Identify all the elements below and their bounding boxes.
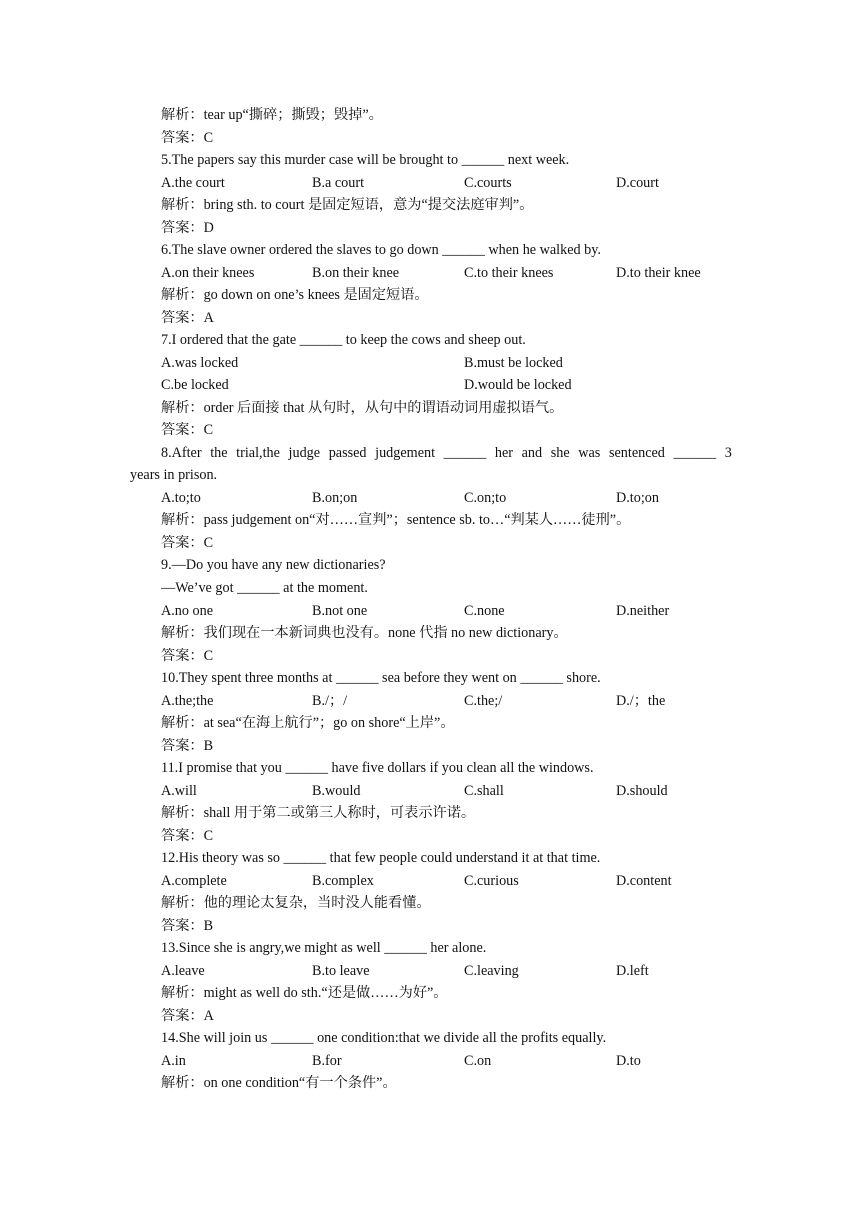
option-d: D.to;on <box>616 490 659 506</box>
option-d: D.to <box>616 1053 641 1069</box>
question-word: ______ <box>443 445 487 461</box>
question-word: passed <box>328 445 367 461</box>
option-b: B.to leave <box>312 963 370 979</box>
answer: 答案：C <box>161 130 214 146</box>
question-word: and <box>521 445 543 461</box>
option-d: D.would be locked <box>464 377 572 393</box>
question-13: 13.Since she is angry,we might as well ______ her alone. <box>161 940 487 956</box>
question-9: 9.—Do you have any new dictionaries? <box>161 557 386 573</box>
question-word: the <box>210 445 228 461</box>
option-a: A.the;the <box>161 693 214 709</box>
question-word: ______ <box>673 445 717 461</box>
option-c: C.the;/ <box>464 693 503 709</box>
answer: 答案：D <box>161 220 214 236</box>
question-word: judge <box>288 445 321 461</box>
option-c: C.none <box>464 603 505 619</box>
explanation: 解析：tear up“撕碎；撕毁；毁掉”。 <box>161 107 383 123</box>
question-word: trial,the <box>236 445 280 461</box>
option-d: D.left <box>616 963 649 979</box>
option-b: B.on their knee <box>312 265 400 281</box>
explanation: 解析：pass judgement on“对……宣判”；sentence sb. to…“判某人……徒刑”。 <box>161 512 631 528</box>
option-b: B.a court <box>312 175 365 191</box>
answer: 答案：C <box>161 422 214 438</box>
answer: 答案：B <box>161 738 214 754</box>
option-b: B.not one <box>312 603 368 619</box>
explanation: 解析：go down on one’s knees 是固定短语。 <box>161 287 429 303</box>
question-word: she <box>550 445 570 461</box>
option-b: B.complex <box>312 873 374 889</box>
option-d: D.to their knee <box>616 265 701 281</box>
option-d: D.content <box>616 873 672 889</box>
question-9-line-2: —We’ve got ______ at the moment. <box>161 580 368 596</box>
question-7: 7.I ordered that the gate ______ to keep the cows and sheep out. <box>161 332 526 348</box>
explanation: 解析：我们现在一本新词典也没有。none 代指 no new dictionary。 <box>161 625 568 641</box>
explanation: 解析：on one condition“有一个条件”。 <box>161 1075 397 1091</box>
question-word: was <box>578 445 601 461</box>
option-a: A.complete <box>161 873 227 889</box>
question-8 <box>161 444 732 462</box>
question-word: 8.After <box>161 445 202 461</box>
option-d: D./；the <box>616 693 666 709</box>
option-b: B.would <box>312 783 361 799</box>
question-word: sentenced <box>608 445 665 461</box>
option-b: B.on;on <box>312 490 358 506</box>
option-c: C.be locked <box>161 377 229 393</box>
option-c: C.on;to <box>464 490 507 506</box>
question-14: 14.She will join us ______ one condition:that we divide all the profits equally. <box>161 1030 607 1046</box>
explanation: 解析：at sea“在海上航行”；go on shore“上岸”。 <box>161 715 455 731</box>
explanation: 解析：shall 用于第二或第三人称时，可表示许诺。 <box>161 805 476 821</box>
option-a: A.to;to <box>161 490 201 506</box>
option-b: B.for <box>312 1053 342 1069</box>
explanation: 解析：order 后面接 that 从句时，从句中的谓语动词用虚拟语气。 <box>161 400 564 416</box>
question-12: 12.His theory was so ______ that few people could understand it at that time. <box>161 850 601 866</box>
answer: 答案：B <box>161 918 214 934</box>
question-5: 5.The papers say this murder case will be brought to ______ next week. <box>161 152 570 168</box>
option-c: C.to their knees <box>464 265 554 281</box>
option-d: D.neither <box>616 603 670 619</box>
answer: 答案：C <box>161 828 214 844</box>
question-6: 6.The slave owner ordered the slaves to go down ______ when he walked by. <box>161 242 601 258</box>
option-a: A.leave <box>161 963 205 979</box>
option-a: A.the court <box>161 175 225 191</box>
answer: 答案：A <box>161 310 214 326</box>
question-11: 11.I promise that you ______ have five dollars if you clean all the windows. <box>161 760 594 776</box>
option-c: C.curious <box>464 873 519 889</box>
answer: 答案：A <box>161 1008 214 1024</box>
option-c: C.courts <box>464 175 512 191</box>
option-b: B.must be locked <box>464 355 563 371</box>
explanation: 解析：他的理论太复杂，当时没人能看懂。 <box>161 895 431 911</box>
option-d: D.court <box>616 175 659 191</box>
option-c: C.on <box>464 1053 492 1069</box>
question-word: judgement <box>375 445 436 461</box>
option-d: D.should <box>616 783 668 799</box>
answer: 答案：C <box>161 535 214 551</box>
option-b: B./；/ <box>312 693 348 709</box>
explanation: 解析：bring sth. to court 是固定短语，意为“提交法庭审判”。 <box>161 197 534 213</box>
option-c: C.leaving <box>464 963 519 979</box>
answer: 答案：C <box>161 648 214 664</box>
option-a: A.on their knees <box>161 265 255 281</box>
question-word: her <box>494 445 513 461</box>
explanation: 解析：might as well do sth.“还是做……为好”。 <box>161 985 448 1001</box>
option-a: A.will <box>161 783 197 799</box>
question-10: 10.They spent three months at ______ sea before they went on ______ shore. <box>161 670 601 686</box>
option-a: A.no one <box>161 603 214 619</box>
option-a: A.in <box>161 1053 186 1069</box>
option-c: C.shall <box>464 783 504 799</box>
option-a: A.was locked <box>161 355 239 371</box>
question-8-continuation: years in prison. <box>130 467 218 483</box>
question-word: 3 <box>724 445 732 461</box>
